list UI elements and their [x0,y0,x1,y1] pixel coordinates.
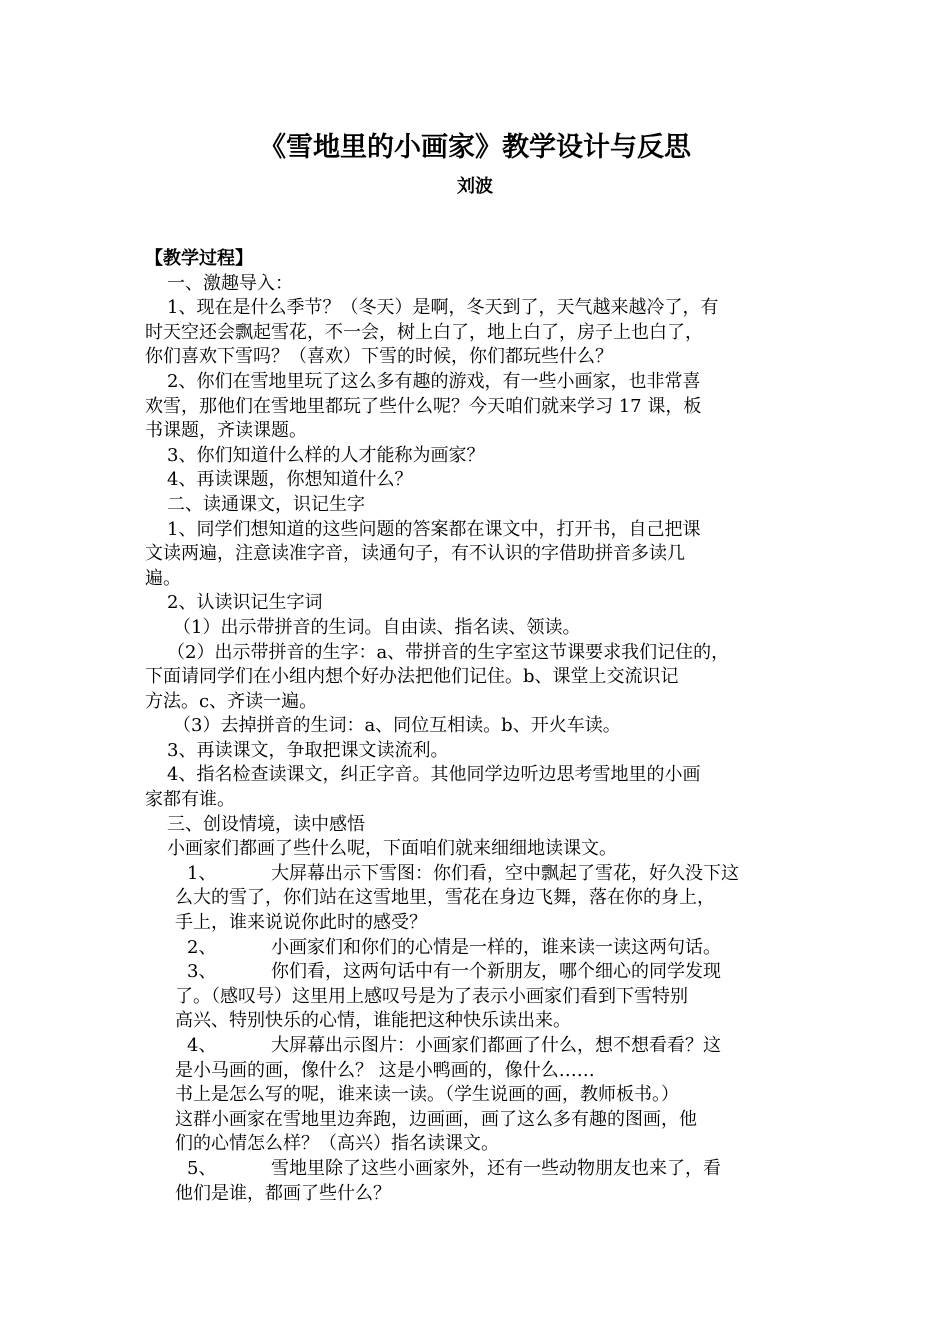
document-title: 《雪地里的小画家》教学设计与反思 [259,132,691,163]
paragraph-line: 二、读通课文，识记生字 [167,493,365,515]
paragraph-line: 时天空还会飘起雪花，不一会，树上白了，地上白了，房子上也白了， [145,321,703,343]
list-number: 1、 [187,862,217,884]
paragraph-line: 了。（感叹号）这里用上感叹号是为了表示小画家们看到下雪特别 [175,985,688,1007]
paragraph-line: 一、激趣导入： [167,272,293,294]
paragraph-line: （3）去掉拼音的生词：a、同位互相读。b、开火车读。 [173,715,621,737]
paragraph-line: 高兴、特别快乐的心情，谁能把这种快乐读出来。 [175,1010,571,1032]
paragraph-line: 小画家们都画了些什么呢，下面咱们就来细细地读课文。 [167,838,617,860]
paragraph-line: （2）出示带拼音的生字：a、带拼音的生字室这节课要求我们记住的， [167,641,730,663]
numbered-line [145,960,815,985]
paragraph-line: 下面请同学们在小组内想个好办法把他们记住。b、课堂上交流识记 [145,666,679,688]
paragraph-line: 你们喜欢下雪吗？（喜欢）下雪的时候，你们都玩些什么？ [145,346,613,368]
paragraph-text: 小画家们和你们的心情是一样的，谁来读一读这两句话。 [271,936,721,958]
paragraph-line: （1）出示带拼音的生词。自由读、指名读、领读。 [173,616,581,638]
paragraph-line: 书课题，齐读课题。 [145,420,307,442]
paragraph-text: 你们看，这两句话中有一个新朋友，哪个细心的同学发现 [271,961,721,983]
paragraph-line: 1、现在是什么季节？（冬天）是啊，冬天到了，天气越来越冷了，有 [167,297,719,319]
list-number: 5、 [187,1157,217,1179]
paragraph-line: 们的心情怎么样？（高兴）指名读课文。 [175,1133,499,1155]
list-number: 2、 [187,936,217,958]
paragraph-line: 4、指名检查读课文，纠正字音。其他同学边听边思考雪地里的小画 [167,764,701,786]
paragraph-line: 2、你们在雪地里玩了这么多有趣的游戏，有一些小画家，也非常喜 [167,370,701,392]
paragraph-text: 大屏幕出示下雪图：你们看，空中飘起了雪花，好久没下这 [271,862,739,884]
paragraph-line: 手上，谁来说说你此时的感受？ [175,912,427,934]
numbered-line [145,936,815,961]
paragraph-text: 雪地里除了这些小画家外，还有一些动物朋友也来了，看 [271,1157,721,1179]
paragraph-line: 1、同学们想知道的这些问题的答案都在课文中，打开书，自己把课 [167,518,701,540]
list-number: 4、 [187,1035,217,1056]
paragraph-line: 3、再读课文，争取把课文读流利。 [167,739,449,761]
paragraph-line: 2、认读识记生字词 [167,592,323,614]
numbered-line [145,1034,815,1059]
paragraph-line: 方法。c、齐读一遍。 [145,690,318,712]
paragraph-line: 这群小画家在雪地里边奔跑，边画画，画了这么多有趣的图画，他 [175,1108,697,1130]
paragraph-line: 三、创设情境，读中感悟 [167,813,365,835]
paragraph-line: 3、你们知道什么样的人才能称为画家？ [167,444,485,466]
paragraph-line: 他们是谁，都画了些什么？ [175,1182,391,1204]
paragraph-text: 大屏幕出示图片：小画家们都画了什么，想不想看看？这 [271,1035,721,1056]
paragraph-line: 遍。 [145,567,181,589]
paragraph-line: 书上是怎么写的呢，谁来读一读。（学生说画的画，教师板书。） [175,1084,679,1106]
paragraph-line: 是小马画的画，像什么？ 这是小鸭画的，像什么…… [175,1059,595,1081]
section-heading: 【教学过程】 [145,248,253,269]
numbered-line [145,862,815,887]
list-number: 3、 [187,961,217,983]
paragraph-line: 4、再读课题，你想知道什么？ [167,469,413,491]
paragraph-line: 家都有谁。 [145,789,235,811]
paragraph-line: 欢雪，那他们在雪地里都玩了些什么呢？今天咱们就来学习 17 课，板 [145,395,702,417]
document-author: 刘波 [457,176,493,197]
numbered-line [145,1157,815,1182]
paragraph-line: 文读两遍，注意读准字音，读通句子，有不认识的字借助拼音多读几 [145,543,685,565]
document-body [145,247,815,1206]
paragraph-line: 么大的雪了，你们站在这雪地里，雪花在身边飞舞，落在你的身上， [175,887,715,909]
